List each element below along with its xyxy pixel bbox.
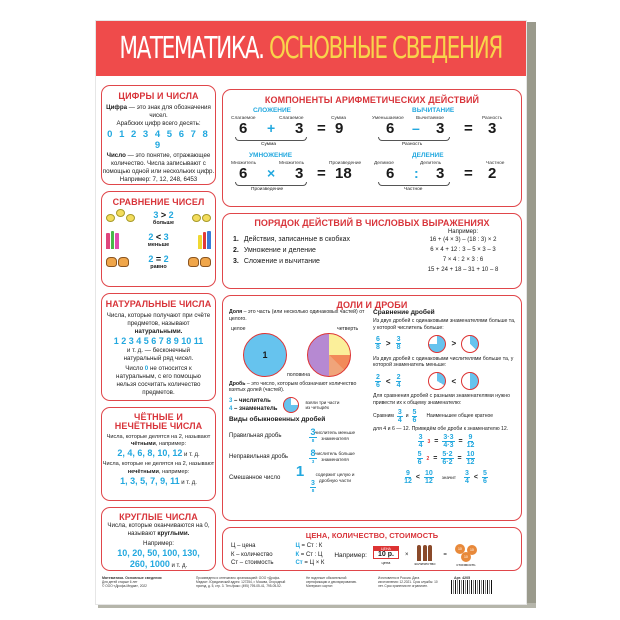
coins-icon [455,544,477,567]
op-name: УМНОЖЕНИЕ [249,152,293,159]
natural-numbers: 1 2 3 4 5 6 7 8 9 10 11 [113,335,204,346]
components-title: КОМПОНЕНТЫ АРИФМЕТИЧЕСКИХ ДЕЙСТВИЙ [264,95,480,105]
odd-etc: и т. д. [179,479,197,486]
frac-den: 8 [396,344,401,351]
order-examples [408,229,518,275]
number-term: Число [106,151,126,159]
conversion-step-1: $\frac{3}{4}$ 3 = $\frac{3\cdot 3}{4\cdot 3}$ = $\frac{9}{12}$ [418,434,475,450]
op-label-3: Частное [486,161,505,166]
kind-proper [229,425,369,446]
natural-series-text: и т. д. — бесконечный натуральный ряд чисел. [123,346,194,362]
compare-b: 3 [163,232,169,242]
pie-two-sixths-icon [428,372,446,390]
means-word: значит [441,475,456,481]
formula-var: Ст [295,560,303,567]
quarter-label: четверть [337,325,359,332]
compare-label: меньше [147,242,170,248]
order-num: 3. [233,258,239,265]
frac-den: 4 [418,442,423,450]
whole-value: 1 [262,349,268,360]
quantity-icon [414,545,435,566]
formula-var: Ц [295,542,300,549]
even-numbers-line [102,448,215,459]
digits-box-title: ЦИФРЫ И ЧИСЛА [118,91,199,101]
digits-row: 0 1 2 3 4 5 6 7 8 9 [107,128,210,151]
op-multiplication [231,152,372,196]
compare-a: 2 [148,254,154,264]
op-label-3: Сумма [331,116,347,121]
order-title: ПОРЯДОК ДЕЙСТВИЙ В ЧИСЛОВЫХ ВЫРАЖЕНИЯХ [254,218,490,228]
compare-op: > [160,210,167,220]
compare-op: < [451,376,457,386]
odd-text: Числа, которые не делятся на 2, называют [102,461,215,468]
dogs-icon [188,257,211,267]
page-title [120,31,503,66]
round-box-title: КРУГЛЫЕ ЧИСЛА [119,512,198,522]
op-a: 6 [386,165,395,182]
kind-name: Неправильная дробь [229,453,289,460]
even-definition [102,434,215,448]
zero-note [102,365,215,397]
multiplier: 3 [427,438,431,445]
round-term: круглыми. [157,529,190,537]
op-result: 2 [488,165,497,182]
lcm-line: для 4 и 6 — 12. Приведём обе дроби к знаменателю 12. [373,425,509,432]
op-label-1: Делимое [374,161,394,166]
op-eq: = [317,165,326,182]
pie-three-eighths-icon [461,335,479,353]
compare-b: 2 [163,254,169,264]
barcode-icon [451,580,493,594]
rule-1: Из двух дробей с одинаковыми знаменателями больше та, у которой числитель больше: [373,318,516,331]
pies [229,323,369,381]
natural-definition [102,312,215,336]
frac-num: 3 [464,470,469,478]
even-term: чётными [130,441,156,448]
round-text: Числа, которые оканчиваются на 0, называют [107,522,210,537]
compare-op: < [155,232,162,242]
op-result: 18 [335,165,352,182]
op-label-1: Слагаемое [231,116,256,121]
frac-num: 5·2 [442,451,453,459]
tag-value: 10 р. [377,550,394,558]
eq-sign: = [443,552,447,558]
compare-row-less [102,229,215,251]
natural-text: Числа, которые получают при счёте предметов, называют [106,312,211,327]
price-formulas [295,542,324,568]
half-label: половина [287,371,310,378]
compare-op: > [385,339,391,348]
round-definition [102,522,215,538]
legend-item: Ц – цена [231,542,256,549]
times-sign: × [404,552,409,558]
zero-pre: Число [125,365,144,373]
compare-op: < [473,474,478,482]
order-text: Умножение и деление [243,247,316,254]
kinds-title: Виды обыкновенных дробей [229,416,326,424]
even-odd-box [101,407,216,501]
op-eq: = [464,120,473,137]
order-list [233,236,350,269]
poster [95,20,527,605]
round-numbers-line-2 [102,559,215,570]
op-under: Сумма [261,142,277,147]
op-name: ВЫЧИТАНИЕ [412,107,455,114]
compare-op: < [385,376,391,386]
compare-example-2 [375,372,519,390]
numerator-value: 3 [229,398,233,404]
footer-title: Математика. Основные сведения [102,576,162,580]
op-label-1: Множитель [231,161,257,166]
op-b: 3 [295,120,304,137]
even-numbers: 2, 4, 6, 8, 10, 12 [117,448,183,459]
odd-definition [102,461,215,475]
coin: 10 [467,545,477,555]
op-addition [231,107,372,151]
brace [235,137,307,141]
price-box [222,527,522,571]
op-under: Произведение [251,187,284,192]
fractions-right [373,309,519,487]
price-title: ЦЕНА, КОЛИЧЕСТВО, СТОИМОСТЬ [305,531,439,540]
legend-item: Ст – стоимость [231,560,274,567]
compare-label: больше [152,220,175,226]
op-b: 3 [436,120,445,137]
price-legend [231,542,273,568]
op-a: 6 [239,165,248,182]
op-name: ДЕЛЕНИЕ [412,152,444,159]
frac-num: 3 [310,427,316,438]
example-expression: 6 × 4 + 12 : 3 – 5 × 3 – 3 [430,247,496,253]
share-term: Доля [229,309,243,315]
frac-num: 2 [396,373,401,381]
frac-num: 3 [311,479,315,487]
compare-label: равно [150,264,167,270]
even-etc: и т. д. [182,452,200,459]
zero-value: 0 [144,365,149,373]
price-tag [373,546,399,565]
compare-op: = [155,254,162,264]
apples-icon [192,214,211,222]
compare-box-title: СРАВНЕНИЕ ЧИСЕЛ [112,197,205,207]
natural-box-title: НАТУРАЛЬНЫЕ ЧИСЛА [105,299,212,309]
example-expression: 16 + (4 × 3) – (18 : 3) × 2 [429,237,497,243]
order-text: Действия, записанные в скобках [243,236,351,243]
odd-numbers: 1, 3, 5, 7, 9, 11 [120,475,180,486]
fractions-title: ДОЛИ И ДРОБИ [336,300,408,310]
digit-term: Цифра [106,104,128,111]
apples-icon [106,214,135,222]
parts-pie-icon [307,333,351,377]
fraction-parts: 3 – числитель 4 – знаменатель взяли три части из четырёх [229,397,369,413]
number-def: — это понятие, отражающее количество. Числа записывают с помощью одной или нескольких цифр. [102,151,215,175]
number-definition [102,152,215,176]
compare-row-greater [102,207,215,229]
title-banner [96,21,526,76]
example-expression: 7 × 4 : 2 × 3 : 6 [442,257,484,263]
order-box [222,213,522,289]
frac-den: 6 [376,381,380,389]
frac-num: 2 [376,373,380,381]
footer-line: © ООО «Дрофа-Медиа», 2022 [102,584,147,589]
coin: 10 [461,552,471,562]
tag-caption: цена [381,559,391,565]
digit-def: — это знак для обозначения чисел. [127,104,211,119]
frac-den: 6·2 [442,459,453,467]
zero-post: не относится к натуральным, с его помощью нельзя сосчитать количество предметов. [116,365,201,397]
natural-term: натуральными. [134,327,183,335]
formula-rest: = Ц × К [302,560,325,567]
kind-desc: числитель меньше знаменателя [314,430,356,441]
title-part-2: ОСНОВНЫЕ СВЕДЕНИЯ [269,31,503,66]
compare-a: 3 [153,210,159,220]
frac-num: 6 [376,336,380,343]
whole-label: целое [231,325,246,332]
even-text: Числа, которые делятся на 2, называют [106,433,211,440]
coin: 10 [455,544,465,554]
footer-line: Для детей старше 6 лет [102,580,138,585]
three-quarters-icon [283,397,299,413]
op-label-1: Уменьшаемое [372,116,404,121]
compare-fractions-title: Сравнение дробей [373,309,435,316]
round-etc: и т. д. [169,562,188,569]
kind-name: Правильная дробь [229,432,282,439]
frac-den: 4·3 [443,442,454,450]
order-text: Сложение и вычитание [243,258,320,265]
frac-den: 8 [376,344,380,351]
digit-definition [102,104,215,120]
kind-desc: числитель больше знаменателя [315,451,355,462]
frac-num: 5 [417,451,422,459]
frac-num: 3 [418,434,423,442]
compare-row-equal [102,251,215,273]
numerator-label: числитель [239,398,271,404]
conclusion [373,470,519,485]
frac-den: 12 [404,478,412,486]
rule-3: Для сравнения дробей с разными знаменателями нужно привести их к общему знаменателю: [373,393,510,406]
brace [235,182,307,186]
op-result: 3 [488,120,497,137]
footer-producer: Произведено и отпечатано организацией: ООО «Дрофа-Медиа». Юридический адрес: 127254, г. Москва, Огородный проезд, д. 5, стр. 3. Тел./факс: (495) 795-05-41, 795-05-52. [196,576,286,588]
footer [96,574,526,604]
footer-cert: Не подлежит обязательной сертификации и декларированию. Материал: картон [306,576,357,588]
frac-den: 12 [466,442,475,450]
frac-den: 12 [425,478,433,486]
op-b: 3 [436,165,445,182]
op-sign: × [267,165,276,181]
odd-numbers-line [102,476,215,487]
frac-num: 10 [466,451,475,459]
title-part-1: МАТЕМАТИКА. [119,31,264,66]
and-word: и [405,413,409,419]
fraction-term: Дробь [229,380,246,387]
footer-manufacture: Изготовлено в России. Дата изготовления: 12.2021. Срок службы: 10 лет. Срок хранения не ограничен. [378,576,438,588]
round-numbers-2: 260, 1000 [129,558,170,569]
even-odd-box-title: ЧЁТНЫЕ И НЕЧЁТНЫЕ ЧИСЛА [114,412,203,432]
op-sign: + [267,120,276,136]
even-suffix: , например: [155,441,187,448]
op-label-2: Делитель [420,161,442,166]
frac-den: 6 [482,478,487,486]
kind-name: Смешанное число [229,474,281,481]
compare-b: 2 [168,210,174,220]
compare-op: < [415,474,420,482]
kind-mixed [229,462,369,493]
digits-example: Например: 7, 12, 248, 6453 [119,175,198,183]
brace [378,182,450,186]
order-item [233,247,350,254]
frac-num: 10 [425,470,433,478]
op-label-3: Произведение [329,161,362,166]
compare-box [101,191,216,287]
price-example-label: Например: [334,551,367,559]
article-number: Арт. 4205 [454,576,471,580]
took-label: взяли три части из четырёх [305,400,340,411]
round-numbers-1: 10, 20, 50, 100, 130, [117,547,200,558]
rule-2: Из двух дробей с одинаковыми числителями больше та, у которой знаменатель меньше: [373,355,514,369]
op-result: 9 [335,120,344,137]
op-sign: : [414,165,419,181]
components-box [222,89,522,207]
frac-num: 8 [310,448,316,459]
fractions-left [229,309,369,493]
poster-shadow [527,22,536,608]
op-b: 3 [295,165,304,182]
frac-den: 8 [311,438,315,444]
pie-six-eighths-icon [428,335,446,353]
op-eq: = [464,165,473,182]
compare-op: > [451,339,457,348]
pie-two-quarters-icon [461,372,479,390]
frac-den: 3 [311,459,315,465]
multiplier: 2 [426,455,430,462]
op-a: 6 [386,120,395,137]
compare-word: Сравним [373,413,394,419]
op-eq: = [317,120,326,137]
formula-rest: = Ст : К [299,542,323,549]
cost-caption: стоимость [456,561,476,567]
op-label-3: Разность [482,116,503,121]
tag-header: ЦЕНА [374,547,398,551]
round-example-label: Например: [142,539,174,547]
pencils-icon [106,231,119,249]
digits-box [101,85,216,185]
frac-num: 3 [396,336,401,343]
op-under: Частное [404,187,423,192]
mixed-whole: 1 [295,462,305,480]
fraction-definition [229,381,369,395]
op-label-2: Множитель [279,161,305,166]
whole-circle-icon [243,333,287,377]
frac-den: 12 [466,459,475,467]
order-item [233,236,350,243]
fractions-box [222,295,522,521]
op-label-2: Слагаемое [279,116,304,121]
frac-den: 6 [417,459,422,467]
frac-num: 9 [468,434,473,442]
natural-box [101,293,216,401]
denominator-label: знаменатель [239,406,278,413]
pencils-icon [198,231,211,249]
odd-term: нечётными [127,468,159,475]
frac-num: 3·3 [443,434,454,442]
share-def: – это часть (или несколько одинаковых частей) от целого. [229,309,365,322]
lcm-text: Наименьшее общее кратное [426,413,494,419]
brace [378,137,450,141]
formula-rest: = Ст : Ц [299,551,323,558]
legend-item: К – количество [231,551,273,558]
op-under: Разность [402,142,423,147]
example-label: Например: [447,229,479,235]
kind-desc: содержит целую и дробную части [315,472,355,483]
example-expression: 15 + 24 + 18 – 31 + 10 – 8 [427,267,499,273]
frac-num: 5 [482,470,487,478]
compare-example-3: Сравним $\frac{3}{4}$ и $\frac{5}{6}$ Наименьшее общее кратное [373,408,494,424]
compare-a: 2 [148,232,154,242]
formula-var: К [295,551,300,558]
op-name: СЛОЖЕНИЕ [253,107,291,114]
odd-suffix: , например: [158,468,190,475]
op-sign: – [412,120,420,136]
order-num: 2. [233,247,239,254]
order-num: 1. [233,236,239,243]
denominator-value: 4 [229,406,233,413]
compare-example-1 [375,335,519,353]
fraction-def: – это число, которым обозначают количество взятых долей (частей). [229,380,357,394]
op-a: 6 [239,120,248,137]
qty-caption: количество [414,560,436,566]
frac-den: 8 [311,487,315,493]
round-box [101,507,216,571]
op-label-2: Вычитаемое [416,116,444,121]
dogs-icon [106,257,129,267]
arabic-digits-label: Арабских цифр всего десять: [116,119,201,127]
frac-den: 4 [396,381,401,389]
frac-num: 9 [406,470,410,478]
conversion-step-2: $\frac{5}{6}$ 2 = $\frac{5\cdot 2}{6\cdot 2}$ = $\frac{10}{12}$ [417,451,475,467]
op-subtraction [372,107,513,151]
op-division [372,152,513,196]
frac-den: 4 [464,478,469,486]
share-definition [229,309,369,323]
order-item [233,258,350,265]
